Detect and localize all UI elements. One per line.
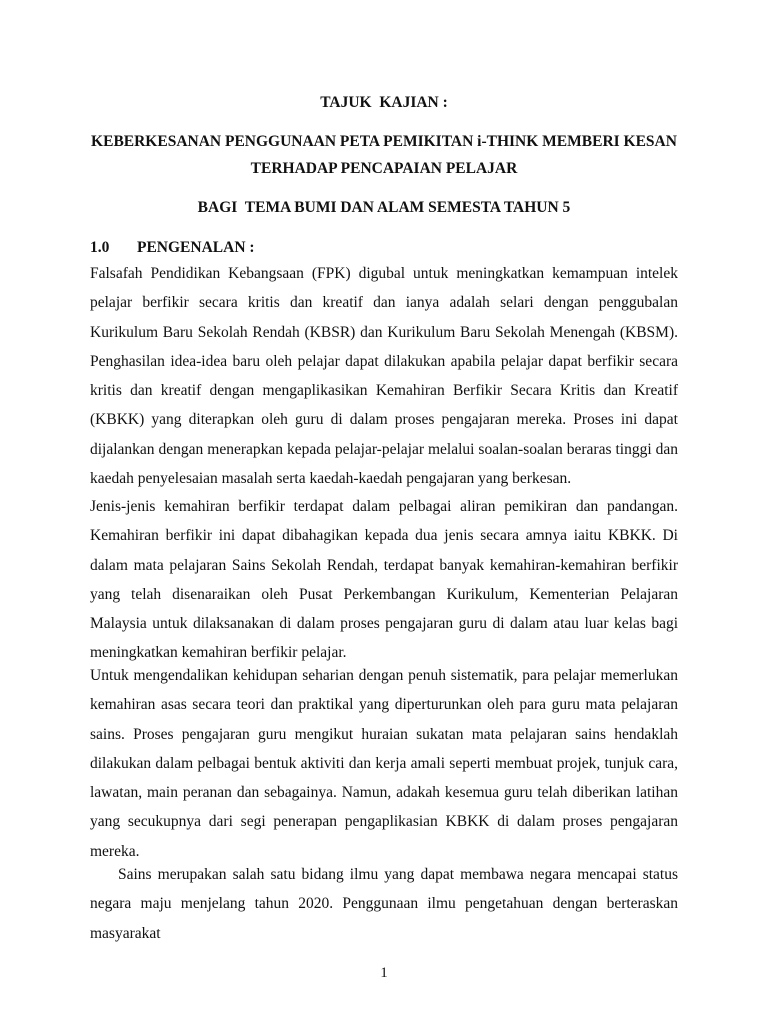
section-title: PENGENALAN : bbox=[137, 239, 255, 256]
paragraph-1: Falsafah Pendidikan Kebangsaan (FPK) digubal untuk meningkatkan kemampuan intelek pelajar berfikir secara kritis dan kreatif dan ianya adalah selari dengan penggubalan Kurikulum Baru Sekolah Rendah (KBSR) dan Kurikulum Baru Sekolah Menengah (KBSM). Penghasilan idea-idea baru oleh pelajar dapat dilakukan apabila pelajar dapat berfikir secara kritis dan kreatif dengan mengaplikasikan Kemahiran Berfikir Secara Kritis dan Kreatif (KBKK) yang diterapkan oleh guru di dalam proses pengajaran mereka. Proses ini dapat dijalankan dengan menerapkan kepada pelajar-pelajar melalui soalan-soalan beraras tinggi dan kaedah penyelesaian masalah serta kaedah-kaedah pengajaran yang berkesan. bbox=[90, 265, 678, 487]
title-line-2: TERHADAP PENCAPAIAN PELAJAR bbox=[250, 160, 518, 177]
section-number: 1.0 bbox=[90, 239, 110, 256]
paragraph-3: Untuk mengendalikan kehidupan seharian dengan penuh sistematik, para pelajar memerlukan kemahiran asas secara teori dan praktikal yang diperturunkan oleh para guru mata pelajaran sains. Proses pengajaran guru mengikut huraian sukatan mata pelajaran sains hendaklah dilakukan dalam pelbagai bentuk aktiviti dan kerja amali seperti membuat projek, tunjuk cara, lawatan, main peranan dan sebagainya. Namun, adakah kesemua guru telah diberikan latihan yang secukupnya dari segi penerapan pengaplikasian KBKK di dalam proses pengajaran mereka. bbox=[90, 667, 678, 860]
title-label: TAJUK KAJIAN : bbox=[320, 94, 448, 111]
title-line-1: KEBERKESANAN PENGGUNAAN PETA PEMIKITAN i-THINK MEMBERI KESAN bbox=[91, 133, 677, 150]
paragraph-4: Sains merupakan salah satu bidang ilmu yang dapat membawa negara mencapai status negara maju menjelang tahun 2020. Penggunaan ilmu pengetahuan dengan berteraskan masyarakat bbox=[90, 866, 678, 942]
paragraph-2: Jenis-jenis kemahiran berfikir terdapat dalam pelbagai aliran pemikiran dan pandangan. Kemahiran berfikir ini dapat dibahagikan kepada dua jenis secara amnya iaitu KBKK. Di dalam mata pelajaran Sains Sekolah Rendah, terdapat banyak kemahiran-kemahiran berfikir yang telah disenaraikan oleh Pusat Perkembangan Kurikulum, Kementerian Pelajaran Malaysia untuk dilaksanakan di dalam proses pengajaran guru di dalam atau luar kelas bagi meningkatkan kemahiran berfikir pelajar. bbox=[90, 498, 678, 662]
section-heading bbox=[90, 239, 255, 257]
subtitle: BAGI TEMA BUMI DAN ALAM SEMESTA TAHUN 5 bbox=[197, 199, 571, 216]
page-number: 1 bbox=[380, 965, 388, 981]
